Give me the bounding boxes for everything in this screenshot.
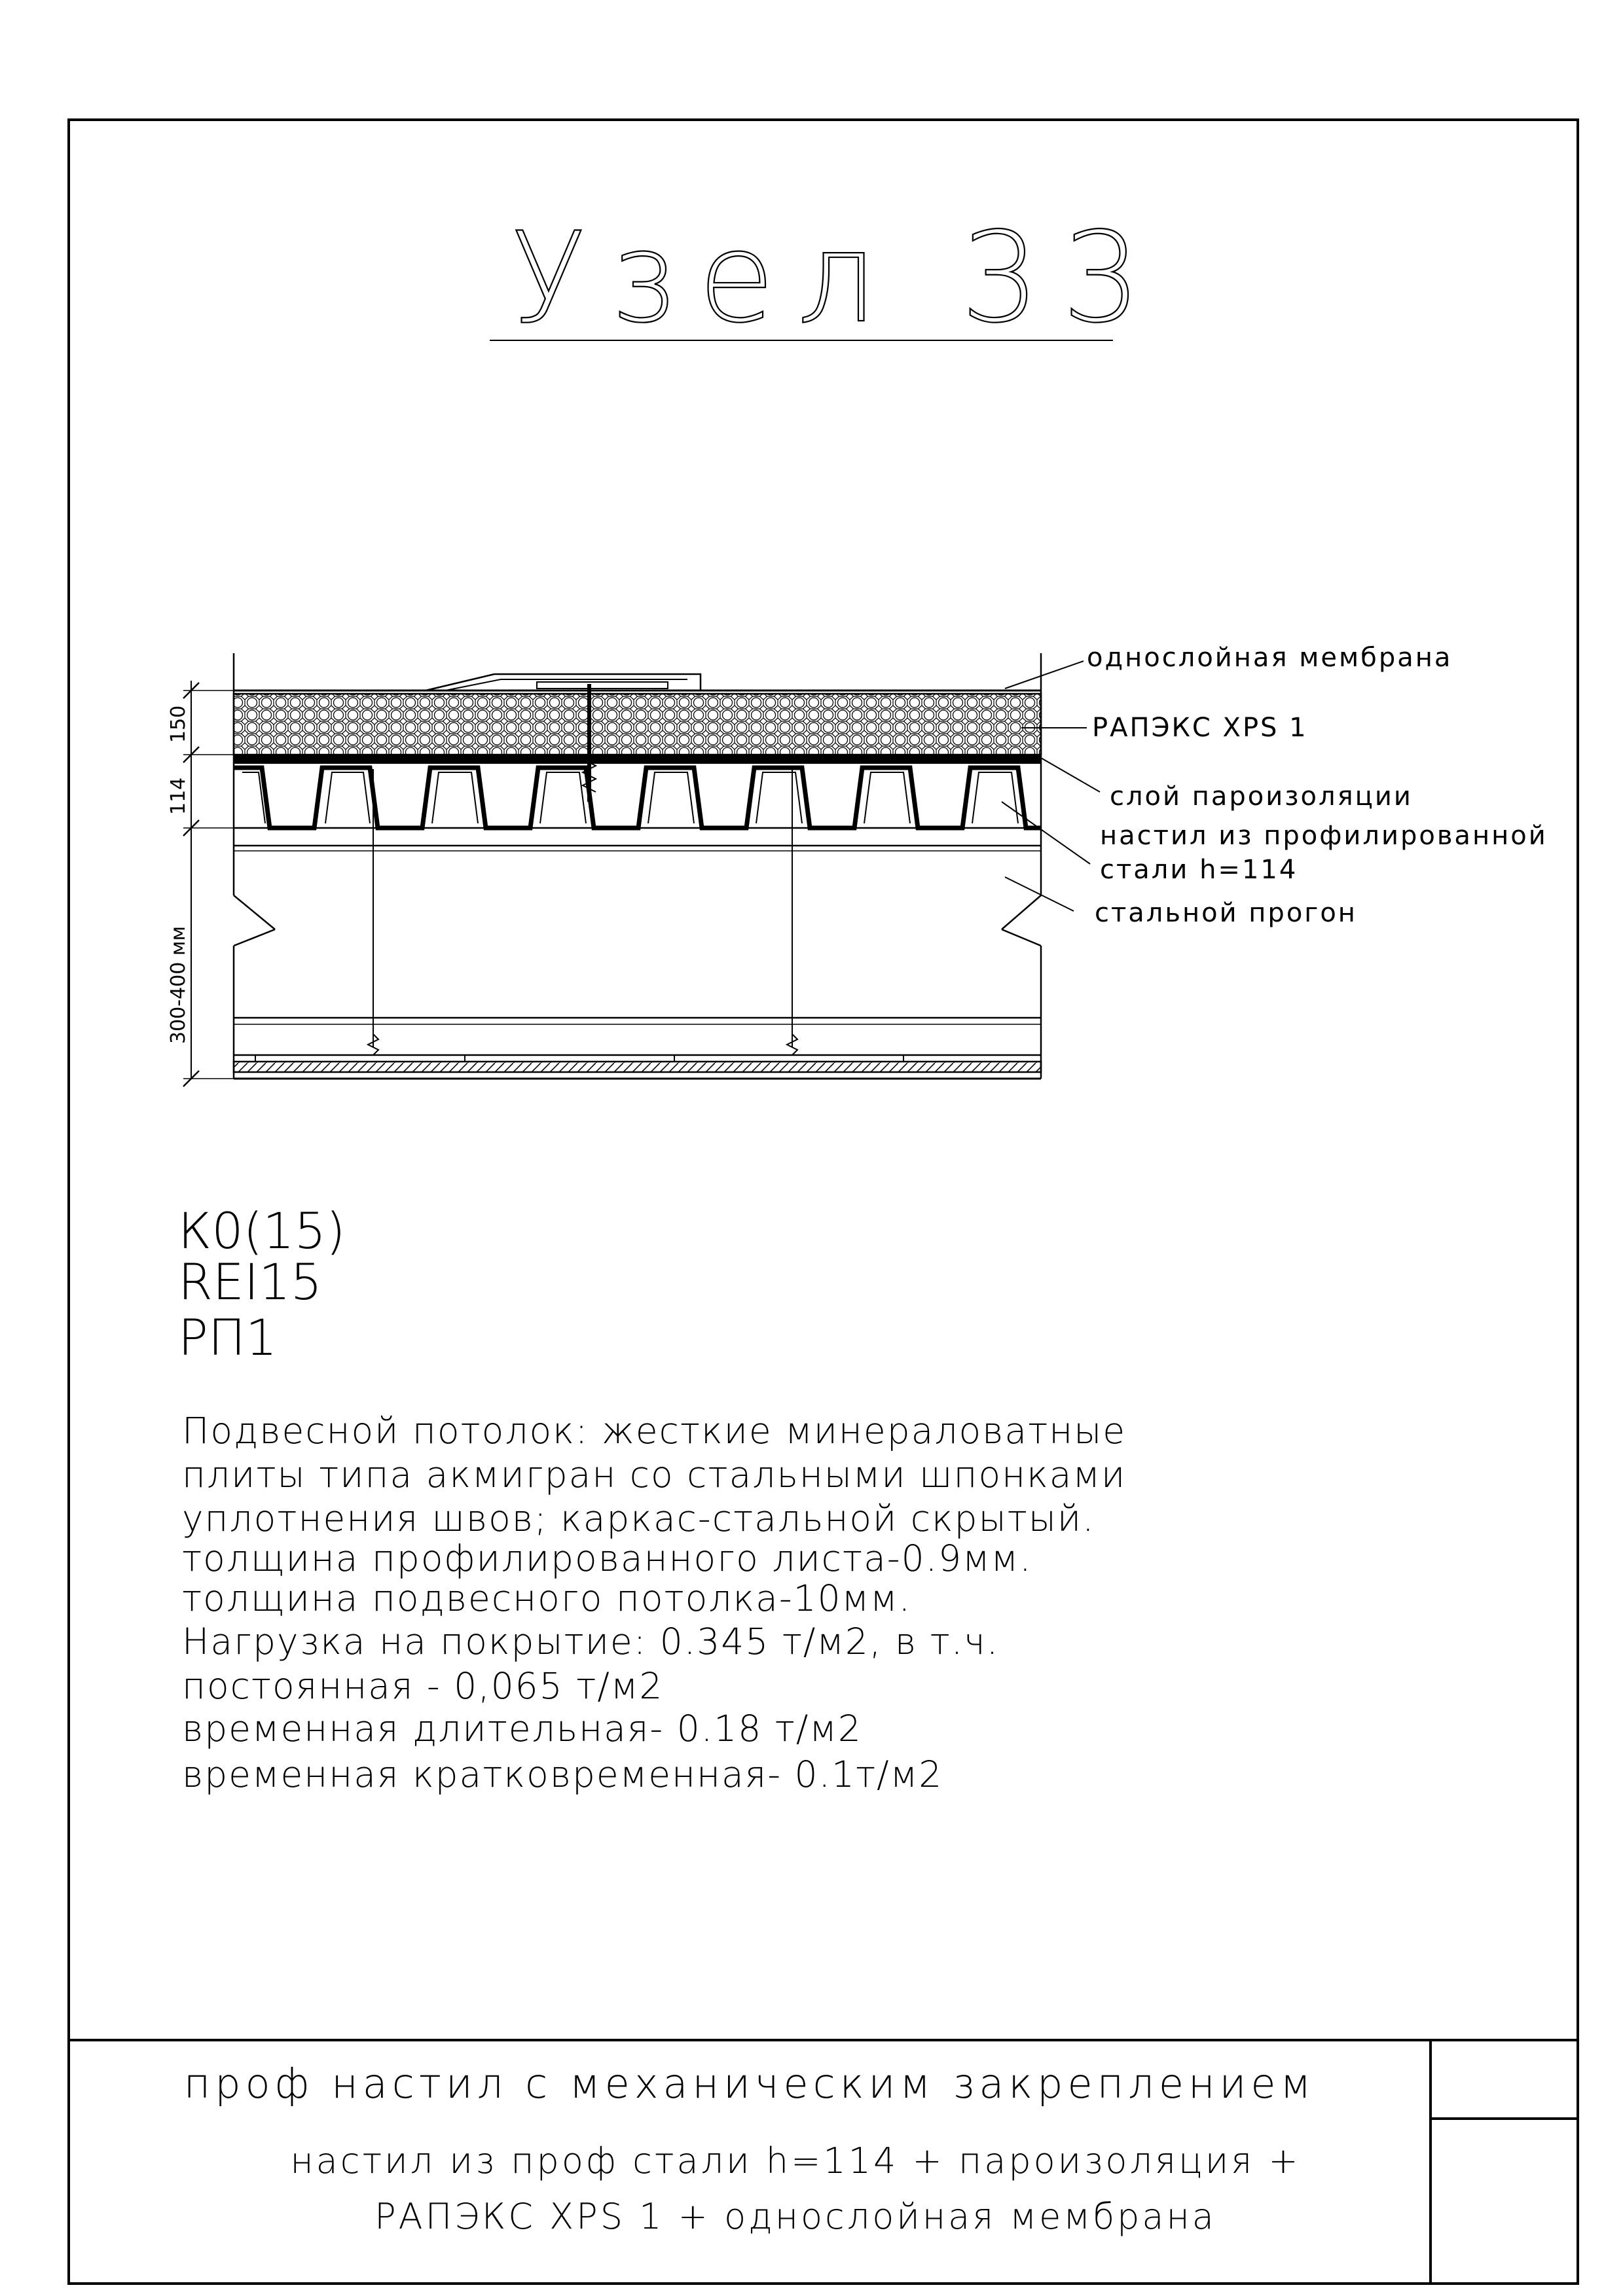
callout-vapour-barrier: слой пароизоляции	[1110, 781, 1413, 812]
callout-purlin: стальной прогон	[1095, 898, 1357, 928]
profiled-steel-deck	[234, 768, 1041, 828]
dim-300-400: 300-400 мм	[167, 925, 190, 1044]
rating-k0: К0(15)	[178, 1202, 346, 1260]
note-line: постоянная - 0,065 т/м2	[182, 1665, 664, 1707]
callout-membrane: однослойная мембрана	[1087, 643, 1453, 673]
fastener-washer	[537, 682, 668, 689]
notes-block	[182, 1410, 1126, 1795]
roof-section-drawing	[183, 653, 1041, 1086]
xps-insulation-layer	[234, 694, 1041, 755]
note-line: временная длительная- 0.18 т/м2	[182, 1708, 862, 1749]
stamp-title: проф настил с механическим закреплением	[183, 2060, 1316, 2108]
note-line: Нагрузка на покрытие: 0.345 т/м2, в т.ч.	[182, 1621, 1000, 1662]
suspended-ceiling-panel	[234, 1062, 1041, 1072]
note-line: Подвесной потолок: жесткие минераловатные	[182, 1410, 1127, 1452]
note-line: толщина профилированного листа-0.9мм.	[182, 1537, 1032, 1579]
rating-rei: REI15	[178, 1253, 322, 1311]
vapour-barrier	[234, 755, 1041, 764]
dim-114: 114	[167, 777, 190, 815]
dim-150: 150	[167, 705, 190, 743]
callout-xps: РАПЭКС XPS 1	[1092, 713, 1308, 743]
page-title: Узел 33	[511, 206, 1163, 350]
note-line: уплотнения швов; каркас-стальной скрытый.	[182, 1498, 1095, 1539]
callout-deck-line1: настил из профилированной	[1100, 821, 1548, 851]
note-line: толщина подвесного потолка-10мм.	[182, 1577, 912, 1619]
callout-deck-line2: стали h=114	[1100, 855, 1298, 885]
stamp-desc-line1: настил из проф стали h=114 + пароизоляция +	[290, 2140, 1301, 2181]
note-line: временная кратковременная- 0.1т/м2	[182, 1753, 943, 1795]
rating-rp: РП1	[178, 1308, 278, 1367]
note-line: плиты типа акмигран со стальными шпонками	[182, 1454, 1127, 1496]
stamp-desc-line2: РАПЭКС XPS 1 + однослойная мембрана	[374, 2196, 1216, 2237]
